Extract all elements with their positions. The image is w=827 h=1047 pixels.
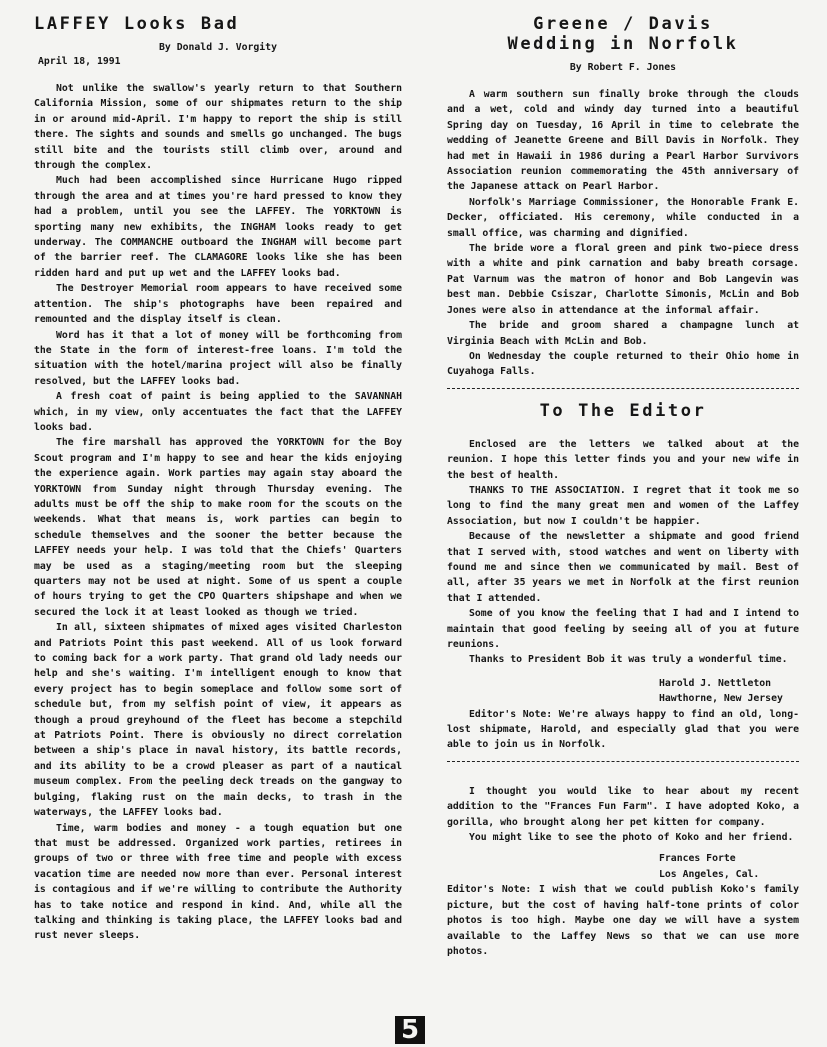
letter-paragraph: Some of you know the feeling that I had and I intend to maintain that good feeling by seeing all of you at future reunions. (447, 608, 799, 650)
letter-signature-place: Los Angeles, Cal. (659, 868, 760, 880)
wedding-title-line2: Wedding in Norfolk (507, 34, 739, 54)
page-number: 5 (395, 1016, 425, 1044)
letter-paragraph: Because of the newsletter a shipmate and good friend that I served with, stood watches and went on liberty with found me and since then we communicated by mail. Best of all, after 35 years we met in Norfolk at the first reunion that I attended. (447, 531, 799, 604)
paragraph: Time, warm bodies and money - a tough equation but one that must be addressed. Organized work parties, retirees in groups of two or three with free time and people with excess vacation time are needed now more than ever. Personal interest is contagious and if we're willing to contribute the Authority has to take notice and respond in kind. And, while all the talking and thinking is taking place, the LAFFEY looks bad and rust never sleeps. (34, 822, 402, 942)
wedding-title-line1: Greene / Davis (533, 14, 713, 34)
editor-note: Editor's Note: I wish that we could publish Koko's family picture, but the cost of having half-tone prints of color photos is too high. Maybe one day we will have a system available to the Laffey News so that we can use more photos. (447, 884, 799, 957)
paragraph: Norfolk's Marriage Commissioner, the Honorable Frank E. Decker, officiated. His ceremony, while conducted in a small office, was charming and dignified. (447, 196, 799, 239)
paragraph: The bride and groom shared a champagne lunch at Virginia Beach with McLin and Bob. (447, 320, 799, 347)
letter-signature-name: Harold J. Nettleton (659, 677, 772, 689)
letter-paragraph: Enclosed are the letters we talked about at the reunion. I hope this letter finds you and your new wife in the best of health. (447, 438, 799, 481)
letter-signature-place: Hawthorne, New Jersey (659, 693, 783, 705)
wedding-byline: By Robert F. Jones (569, 62, 677, 73)
editor-title: To The Editor (539, 400, 707, 421)
letter-signature-name: Frances Forte (659, 853, 736, 865)
section-divider (447, 388, 799, 389)
right-column (447, 14, 799, 959)
paragraph: The Destroyer Memorial room appears to have received some attention. The ship's photographs have been repaired and remounted and the display itself is clean. (34, 283, 402, 326)
paragraph: Word has it that a lot of money will be forthcoming from the State in the form of interest-free loans. I'm told the situation with the hotel/marina project will also be finally resolved, but the LAFFEY looks bad. (34, 329, 402, 387)
letter-paragraph: I thought you would like to hear about my recent addition to the "Frances Fun Farm". I have adopted Koko, a gorilla, who brought along her pet kitten for company. (447, 785, 799, 828)
article-date: April 18, 1991 (38, 56, 121, 67)
letter-paragraph: Thanks to President Bob it was truly a wonderful time. (469, 654, 788, 666)
paragraph: The bride wore a floral green and pink two-piece dress with a white and pink carnation and baby breath corsage. Pat Varnum was the matron of honor and Bob Langevin was best man. Debbie Csiszar, Charlotte Simonis, McLin and Bob Jones were also in attendance at the informal affair. (447, 243, 799, 316)
paragraph: A fresh coat of paint is being applied to the SAVANNAH which, in my view, only accentuates the fact that the LAFFEY looks bad. (34, 391, 402, 433)
paragraph: The fire marshall has approved the YORKTOWN for the Boy Scout program and I'm happy to see and hear the kids enjoying the experience again. Work parties may again stay aboard the YORKTOWN from Sunday night through Thursday evening. The adults must be off the ship to make room for the scouts on the weekends. What that means is, work parties can begin to schedule themselves and the sooner the better because the LAFFEY needs your help. I was told that the Chiefs' Quarters may be used as a staging/meeting room but the sleeping quarters may not be used at night. Some of us spent a couple of hours trying to get the CPO Quarters shipshape and when we secured the lock it at least looked as though we tried. (34, 437, 402, 618)
laffey-article (34, 14, 402, 944)
paragraph: Much had been accomplished since Hurricane Hugo ripped through the area and at times you're hard pressed to know they had a problem, until you see the LAFFEY. The YORKTOWN is sporting many new exhibits, the INGHAM looks ready to get underway. The COMMANCHE outboard the INGHAM will become part of the barrier reef. The CLAMAGORE looks like she has been ridden hard and put up wet and the LAFFEY looks bad. (34, 175, 402, 279)
section-divider (447, 761, 799, 762)
paragraph: In all, sixteen shipmates of mixed ages visited Charleston and Patriots Point this past weekend. All of us look forward to coming back for a work party. That grand old lady needs our help and she's waiting. I'm intelligent enough to know that every project has to begin someplace and follow some sort of schedule but, from my selfish point of view, it appears as though a proud greyhound of the fleet has become a stepchild at Patriots Point. There is obviously no direct correlation between a ship's place in naval history, its battle records, and its ability to be a crowd pleaser as part of a nautical museum complex. From the peeling deck treads on the gangway to bulging, flaking rust on the main decks, to trash in the waterways, the LAFFEY looks bad. (34, 622, 402, 819)
paragraph: A warm southern sun finally broke through the clouds and a wet, cold and windy day turned into a beautiful Spring day on Tuesday, 16 April in time to celebrate the wedding of Jeanette Greene and Bill Davis in Norfolk. They had met in Hawaii in 1986 during a Pearl Harbor Survivors Association reunion commemorating the 45th anniversary of the Japanese attack on Pearl Harbor. (447, 89, 799, 193)
paragraph: Not unlike the swallow's yearly return to that Southern California Mission, some of our shipmates return to the ship in or around mid-April. I'm happy to report the ship is still there. The sights and sounds and smells go unchanged. The bugs still bite and the tourists still climb over, around and through the complex. (34, 83, 402, 172)
article-title: LAFFEY Looks Bad (34, 14, 240, 34)
letter-paragraph: THANKS TO THE ASSOCIATION. I regret that it took me so long to find the many great men and women of the Laffey Association, but now I couldn't be happier. (447, 484, 799, 527)
article-byline: By Donald J. Vorgity (159, 42, 277, 53)
letter-paragraph: You might like to see the photo of Koko and her friend. (469, 832, 794, 844)
editor-note: Editor's Note: We're always happy to find an old, long-lost shipmate, Harold, and especially glad that you were able to join us in Norfolk. (447, 708, 799, 751)
paragraph: On Wednesday the couple returned to their Ohio home in Cuyahoga Falls. (447, 350, 799, 378)
